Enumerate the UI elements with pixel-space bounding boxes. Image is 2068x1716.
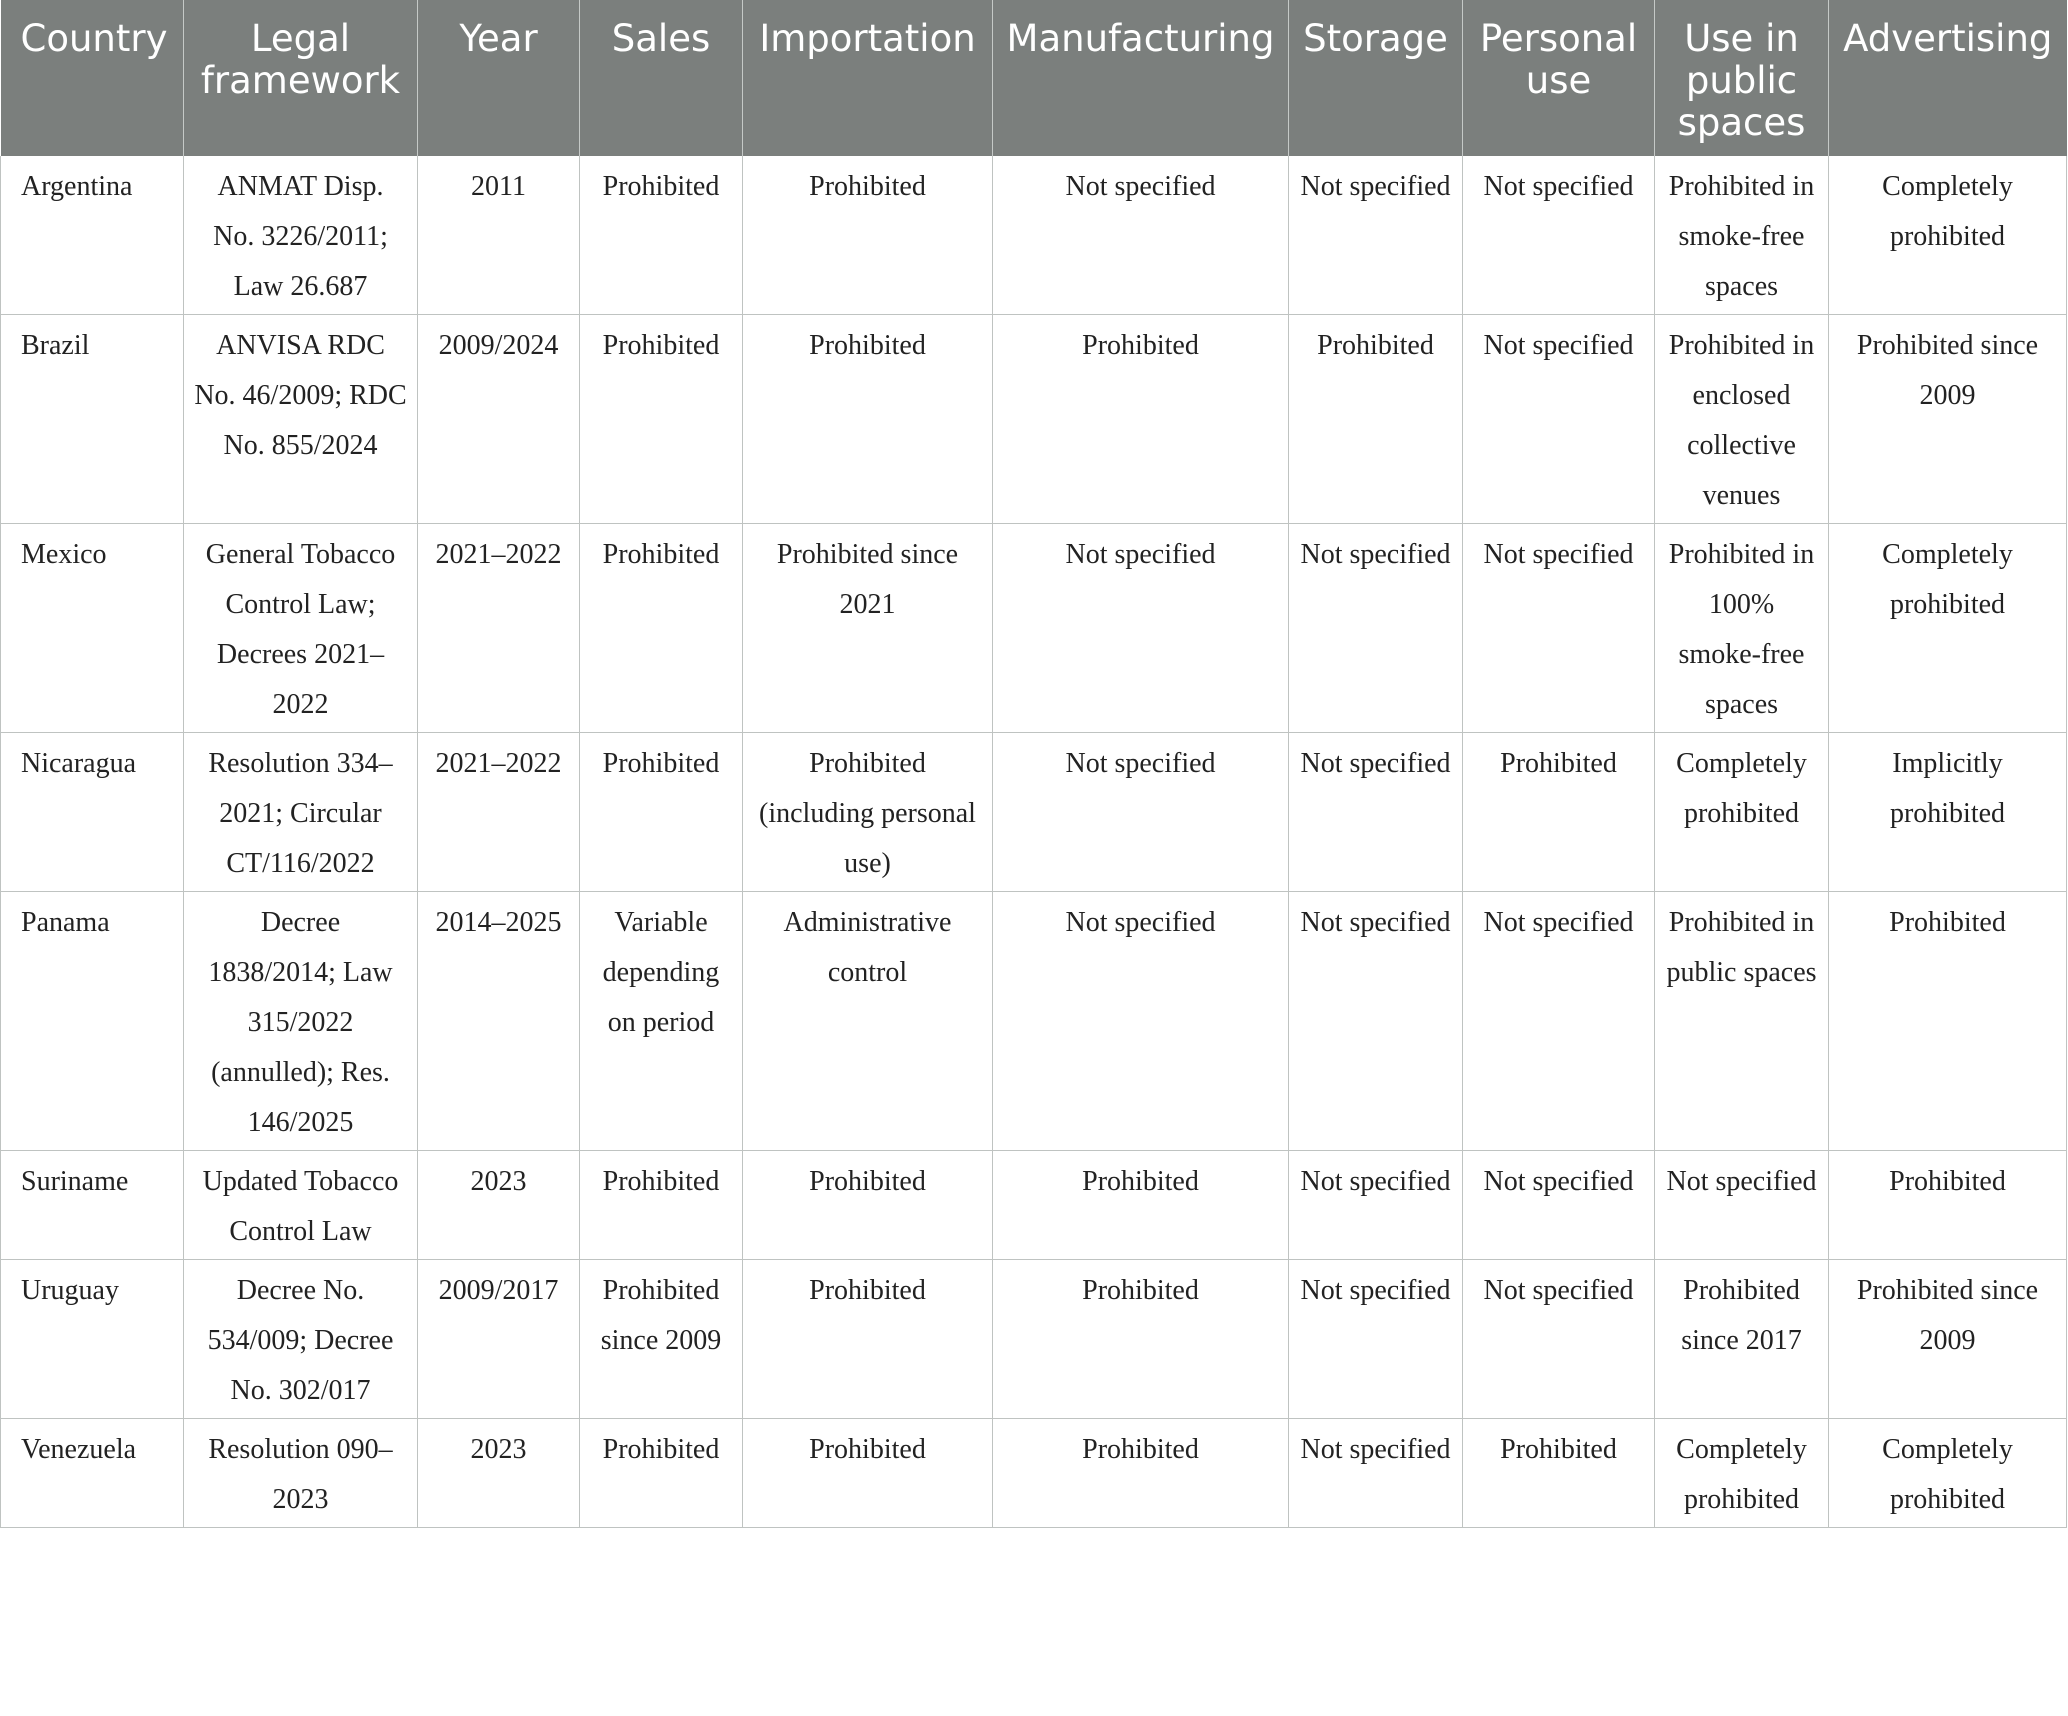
cell-year: 2023 (418, 1419, 580, 1528)
table-row (1, 315, 2067, 524)
cell-importation: Prohibited since 2021 (743, 524, 993, 733)
header-storage: Storage (1289, 0, 1463, 156)
cell-manufacturing: Not specified (993, 156, 1289, 315)
cell-use-in-public-spaces: Completely prohibited (1655, 733, 1829, 892)
cell-use-in-public-spaces: Prohibited since 2017 (1655, 1260, 1829, 1419)
cell-personal-use: Not specified (1463, 892, 1655, 1151)
cell-personal-use: Prohibited (1463, 1419, 1655, 1528)
table-body (1, 156, 2067, 1528)
cell-use-in-public-spaces: Prohibited in enclosed collective venues (1655, 315, 1829, 524)
cell-legal-framework: Decree 1838/2014; Law 315/2022 (annulled); Res. 146/2025 (184, 892, 418, 1151)
cell-importation: Prohibited (743, 156, 993, 315)
cell-sales: Prohibited since 2009 (580, 1260, 743, 1419)
header-advertising: Advertising (1829, 0, 2067, 156)
cell-advertising: Prohibited (1829, 892, 2067, 1151)
header-personal-use: Personal use (1463, 0, 1655, 156)
cell-country: Uruguay (1, 1260, 184, 1419)
cell-use-in-public-spaces: Not specified (1655, 1151, 1829, 1260)
cell-country: Suriname (1, 1151, 184, 1260)
cell-sales: Prohibited (580, 524, 743, 733)
table-row (1, 1419, 2067, 1528)
cell-storage: Not specified (1289, 156, 1463, 315)
cell-personal-use: Not specified (1463, 1151, 1655, 1260)
cell-year: 2011 (418, 156, 580, 315)
cell-importation: Prohibited (743, 1419, 993, 1528)
cell-importation: Administrative control (743, 892, 993, 1151)
cell-country: Venezuela (1, 1419, 184, 1528)
table-row (1, 524, 2067, 733)
cell-use-in-public-spaces: Prohibited in public spaces (1655, 892, 1829, 1151)
cell-importation: Prohibited (743, 1151, 993, 1260)
cell-storage: Not specified (1289, 524, 1463, 733)
cell-advertising: Completely prohibited (1829, 1419, 2067, 1528)
table-row (1, 892, 2067, 1151)
cell-sales: Variable depending on period (580, 892, 743, 1151)
header-importation: Importation (743, 0, 993, 156)
cell-manufacturing: Not specified (993, 524, 1289, 733)
cell-sales: Prohibited (580, 733, 743, 892)
cell-year: 2009/2017 (418, 1260, 580, 1419)
cell-country: Brazil (1, 315, 184, 524)
cell-personal-use: Not specified (1463, 1260, 1655, 1419)
cell-sales: Prohibited (580, 315, 743, 524)
table-row (1, 1260, 2067, 1419)
cell-manufacturing: Prohibited (993, 1260, 1289, 1419)
table-row (1, 156, 2067, 315)
cell-importation: Prohibited (743, 315, 993, 524)
cell-country: Mexico (1, 524, 184, 733)
cell-legal-framework: ANMAT Disp. No. 3226/2011; Law 26.687 (184, 156, 418, 315)
cell-use-in-public-spaces: Prohibited in 100% smoke-free spaces (1655, 524, 1829, 733)
cell-manufacturing: Prohibited (993, 315, 1289, 524)
cell-year: 2014–2025 (418, 892, 580, 1151)
cell-advertising: Implicitly prohibited (1829, 733, 2067, 892)
cell-year: 2021–2022 (418, 733, 580, 892)
cell-storage: Not specified (1289, 1419, 1463, 1528)
cell-advertising: Prohibited since 2009 (1829, 315, 2067, 524)
header-use-in-public-spaces: Use in public spaces (1655, 0, 1829, 156)
cell-advertising: Prohibited since 2009 (1829, 1260, 2067, 1419)
cell-sales: Prohibited (580, 1151, 743, 1260)
cell-legal-framework: Resolution 090–2023 (184, 1419, 418, 1528)
cell-storage: Not specified (1289, 1151, 1463, 1260)
cell-storage: Prohibited (1289, 315, 1463, 524)
cell-manufacturing: Not specified (993, 892, 1289, 1151)
cell-manufacturing: Prohibited (993, 1151, 1289, 1260)
cell-personal-use: Not specified (1463, 524, 1655, 733)
cell-country: Nicaragua (1, 733, 184, 892)
cell-legal-framework: Decree No. 534/009; Decree No. 302/017 (184, 1260, 418, 1419)
cell-advertising: Prohibited (1829, 1151, 2067, 1260)
cell-country: Panama (1, 892, 184, 1151)
cell-manufacturing: Prohibited (993, 1419, 1289, 1528)
cell-legal-framework: Updated Tobacco Control Law (184, 1151, 418, 1260)
header-manufacturing: Manufacturing (993, 0, 1289, 156)
cell-advertising: Completely prohibited (1829, 524, 2067, 733)
cell-country: Argentina (1, 156, 184, 315)
table-row (1, 733, 2067, 892)
cell-sales: Prohibited (580, 156, 743, 315)
cell-year: 2021–2022 (418, 524, 580, 733)
cell-personal-use: Prohibited (1463, 733, 1655, 892)
cell-manufacturing: Not specified (993, 733, 1289, 892)
cell-year: 2023 (418, 1151, 580, 1260)
cell-year: 2009/2024 (418, 315, 580, 524)
header-country: Country (1, 0, 184, 156)
cell-personal-use: Not specified (1463, 156, 1655, 315)
cell-use-in-public-spaces: Completely prohibited (1655, 1419, 1829, 1528)
header-sales: Sales (580, 0, 743, 156)
cell-personal-use: Not specified (1463, 315, 1655, 524)
header-year: Year (418, 0, 580, 156)
cell-legal-framework: Resolution 334–2021; Circular CT/116/2022 (184, 733, 418, 892)
cell-use-in-public-spaces: Prohibited in smoke-free spaces (1655, 156, 1829, 315)
cell-legal-framework: General Tobacco Control Law; Decrees 2021–2022 (184, 524, 418, 733)
table-header (1, 0, 2067, 156)
cell-storage: Not specified (1289, 733, 1463, 892)
cell-storage: Not specified (1289, 892, 1463, 1151)
cell-importation: Prohibited (including personal use) (743, 733, 993, 892)
cell-sales: Prohibited (580, 1419, 743, 1528)
header-legal-framework: Legal framework (184, 0, 418, 156)
cell-storage: Not specified (1289, 1260, 1463, 1419)
table-row (1, 1151, 2067, 1260)
cell-importation: Prohibited (743, 1260, 993, 1419)
header-row (1, 0, 2067, 156)
cell-legal-framework: ANVISA RDC No. 46/2009; RDC No. 855/2024 (184, 315, 418, 524)
cell-advertising: Completely prohibited (1829, 156, 2067, 315)
